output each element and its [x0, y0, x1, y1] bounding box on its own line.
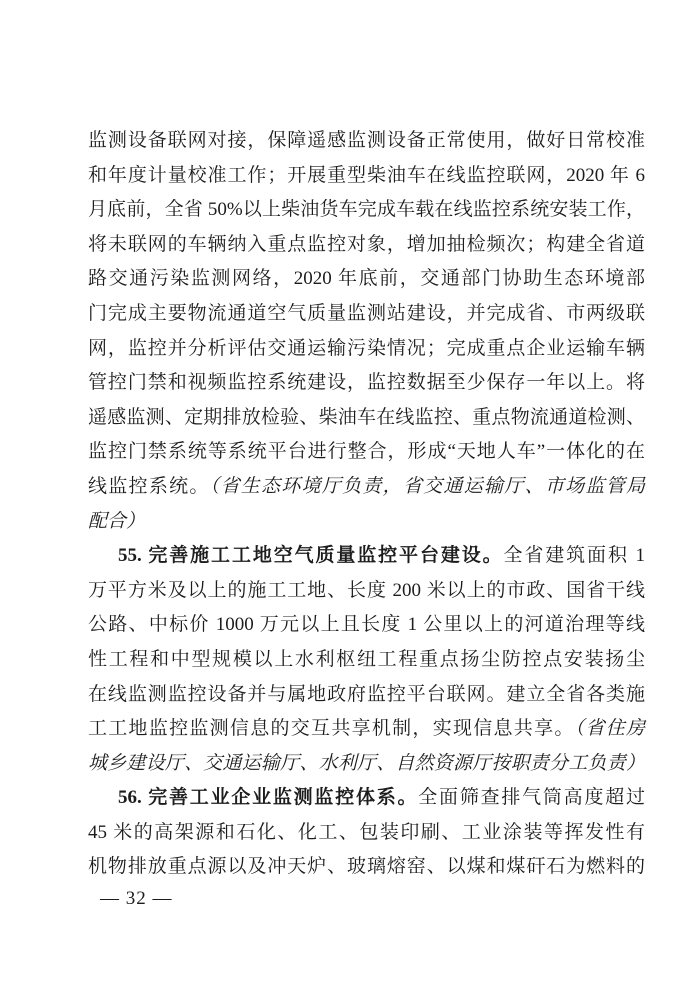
text-line [88, 332, 645, 367]
body-text: 线监控系统。 [88, 475, 210, 497]
text-line [88, 262, 645, 297]
text-line [88, 781, 645, 816]
text-line [88, 470, 645, 505]
page-number-label: — 32 — [100, 888, 173, 909]
text-line [88, 366, 645, 401]
body-text: 网，监控并分析评估交通运输污染情况；完成重点企业运输车辆 [88, 337, 645, 359]
text-line [88, 608, 645, 643]
text-line [88, 712, 645, 747]
heading-text: 55. 完善施工工地空气质量监控平台建设。 [118, 545, 504, 567]
text-line [88, 435, 645, 470]
text-line [88, 159, 645, 194]
body-text: 机物排放重点源以及冲天炉、玻璃熔窑、以煤和煤矸石为燃料的 [88, 856, 645, 878]
body-text: 和年度计量校准工作；开展重型柴油车在线监控联网，2020 年 6 [88, 164, 645, 186]
body-text: 性工程和中型规模以上水利枢纽工程重点扬尘防控点安装扬尘 [88, 648, 645, 670]
document-body [88, 124, 645, 885]
text-line [88, 297, 645, 332]
text-line [88, 193, 645, 228]
responsibility-text: 城乡建设厅、交通运输厅、水利厅、自然资源厅按职责分工负责） [88, 752, 645, 774]
body-text: 监控门禁系统等系统平台进行整合，形成“天地人车”一体化的在 [88, 441, 645, 463]
page-number [100, 886, 173, 912]
text-line [88, 678, 645, 713]
body-text: 在线监测监控设备并与属地政府监控平台联网。建立全省各类施 [88, 683, 645, 705]
body-text: 工工地监控监测信息的交互共享机制，实现信息共享。 [88, 718, 575, 740]
heading-text: 56. 完善工业企业监测监控体系。 [118, 787, 419, 809]
body-text: 门完成主要物流通道空气质量监测站建设，并完成省、市两级联 [88, 302, 645, 324]
body-text: 将未联网的车辆纳入重点监控对象，增加抽检频次；构建全省道 [88, 233, 645, 255]
text-line [88, 816, 645, 851]
responsibility-text: （省生态环境厅负责，省交通运输厅、市场监管局 [209, 475, 645, 497]
body-text: 45 米的高架源和石化、化工、包装印刷、工业涂装等挥发性有 [88, 821, 645, 843]
text-line [88, 747, 645, 782]
text-line [88, 574, 645, 609]
text-line [88, 643, 645, 678]
text-line [88, 401, 645, 436]
text-line [88, 850, 645, 885]
body-text: 全面筛查排气筒高度超过 [418, 787, 645, 809]
body-text: 全省建筑面积 1 [503, 545, 645, 567]
responsibility-text: （省住房 [574, 718, 645, 740]
text-line [88, 539, 645, 574]
body-text: 月底前，全省 50%以上柴油货车完成车载在线监控系统安装工作， [88, 199, 645, 221]
body-text: 万平方米及以上的施工工地、长度 200 米以上的市政、国省干线 [88, 579, 645, 601]
text-line [88, 124, 645, 159]
text-line [88, 228, 645, 263]
body-text: 路交通污染监测网络，2020 年底前，交通部门协助生态环境部 [88, 268, 645, 290]
body-text: 遥感监测、定期排放检验、柴油车在线监控、重点物流通道检测、 [88, 406, 645, 428]
body-text: 管控门禁和视频监控系统建设，监控数据至少保存一年以上。将 [88, 372, 645, 394]
body-text: 监测设备联网对接，保障遥感监测设备正常使用，做好日常校准 [88, 130, 645, 151]
body-text: 公路、中标价 1000 万元以上且长度 1 公里以上的河道治理等线 [88, 614, 645, 636]
text-line [88, 505, 645, 540]
responsibility-text: 配合） [88, 510, 146, 532]
